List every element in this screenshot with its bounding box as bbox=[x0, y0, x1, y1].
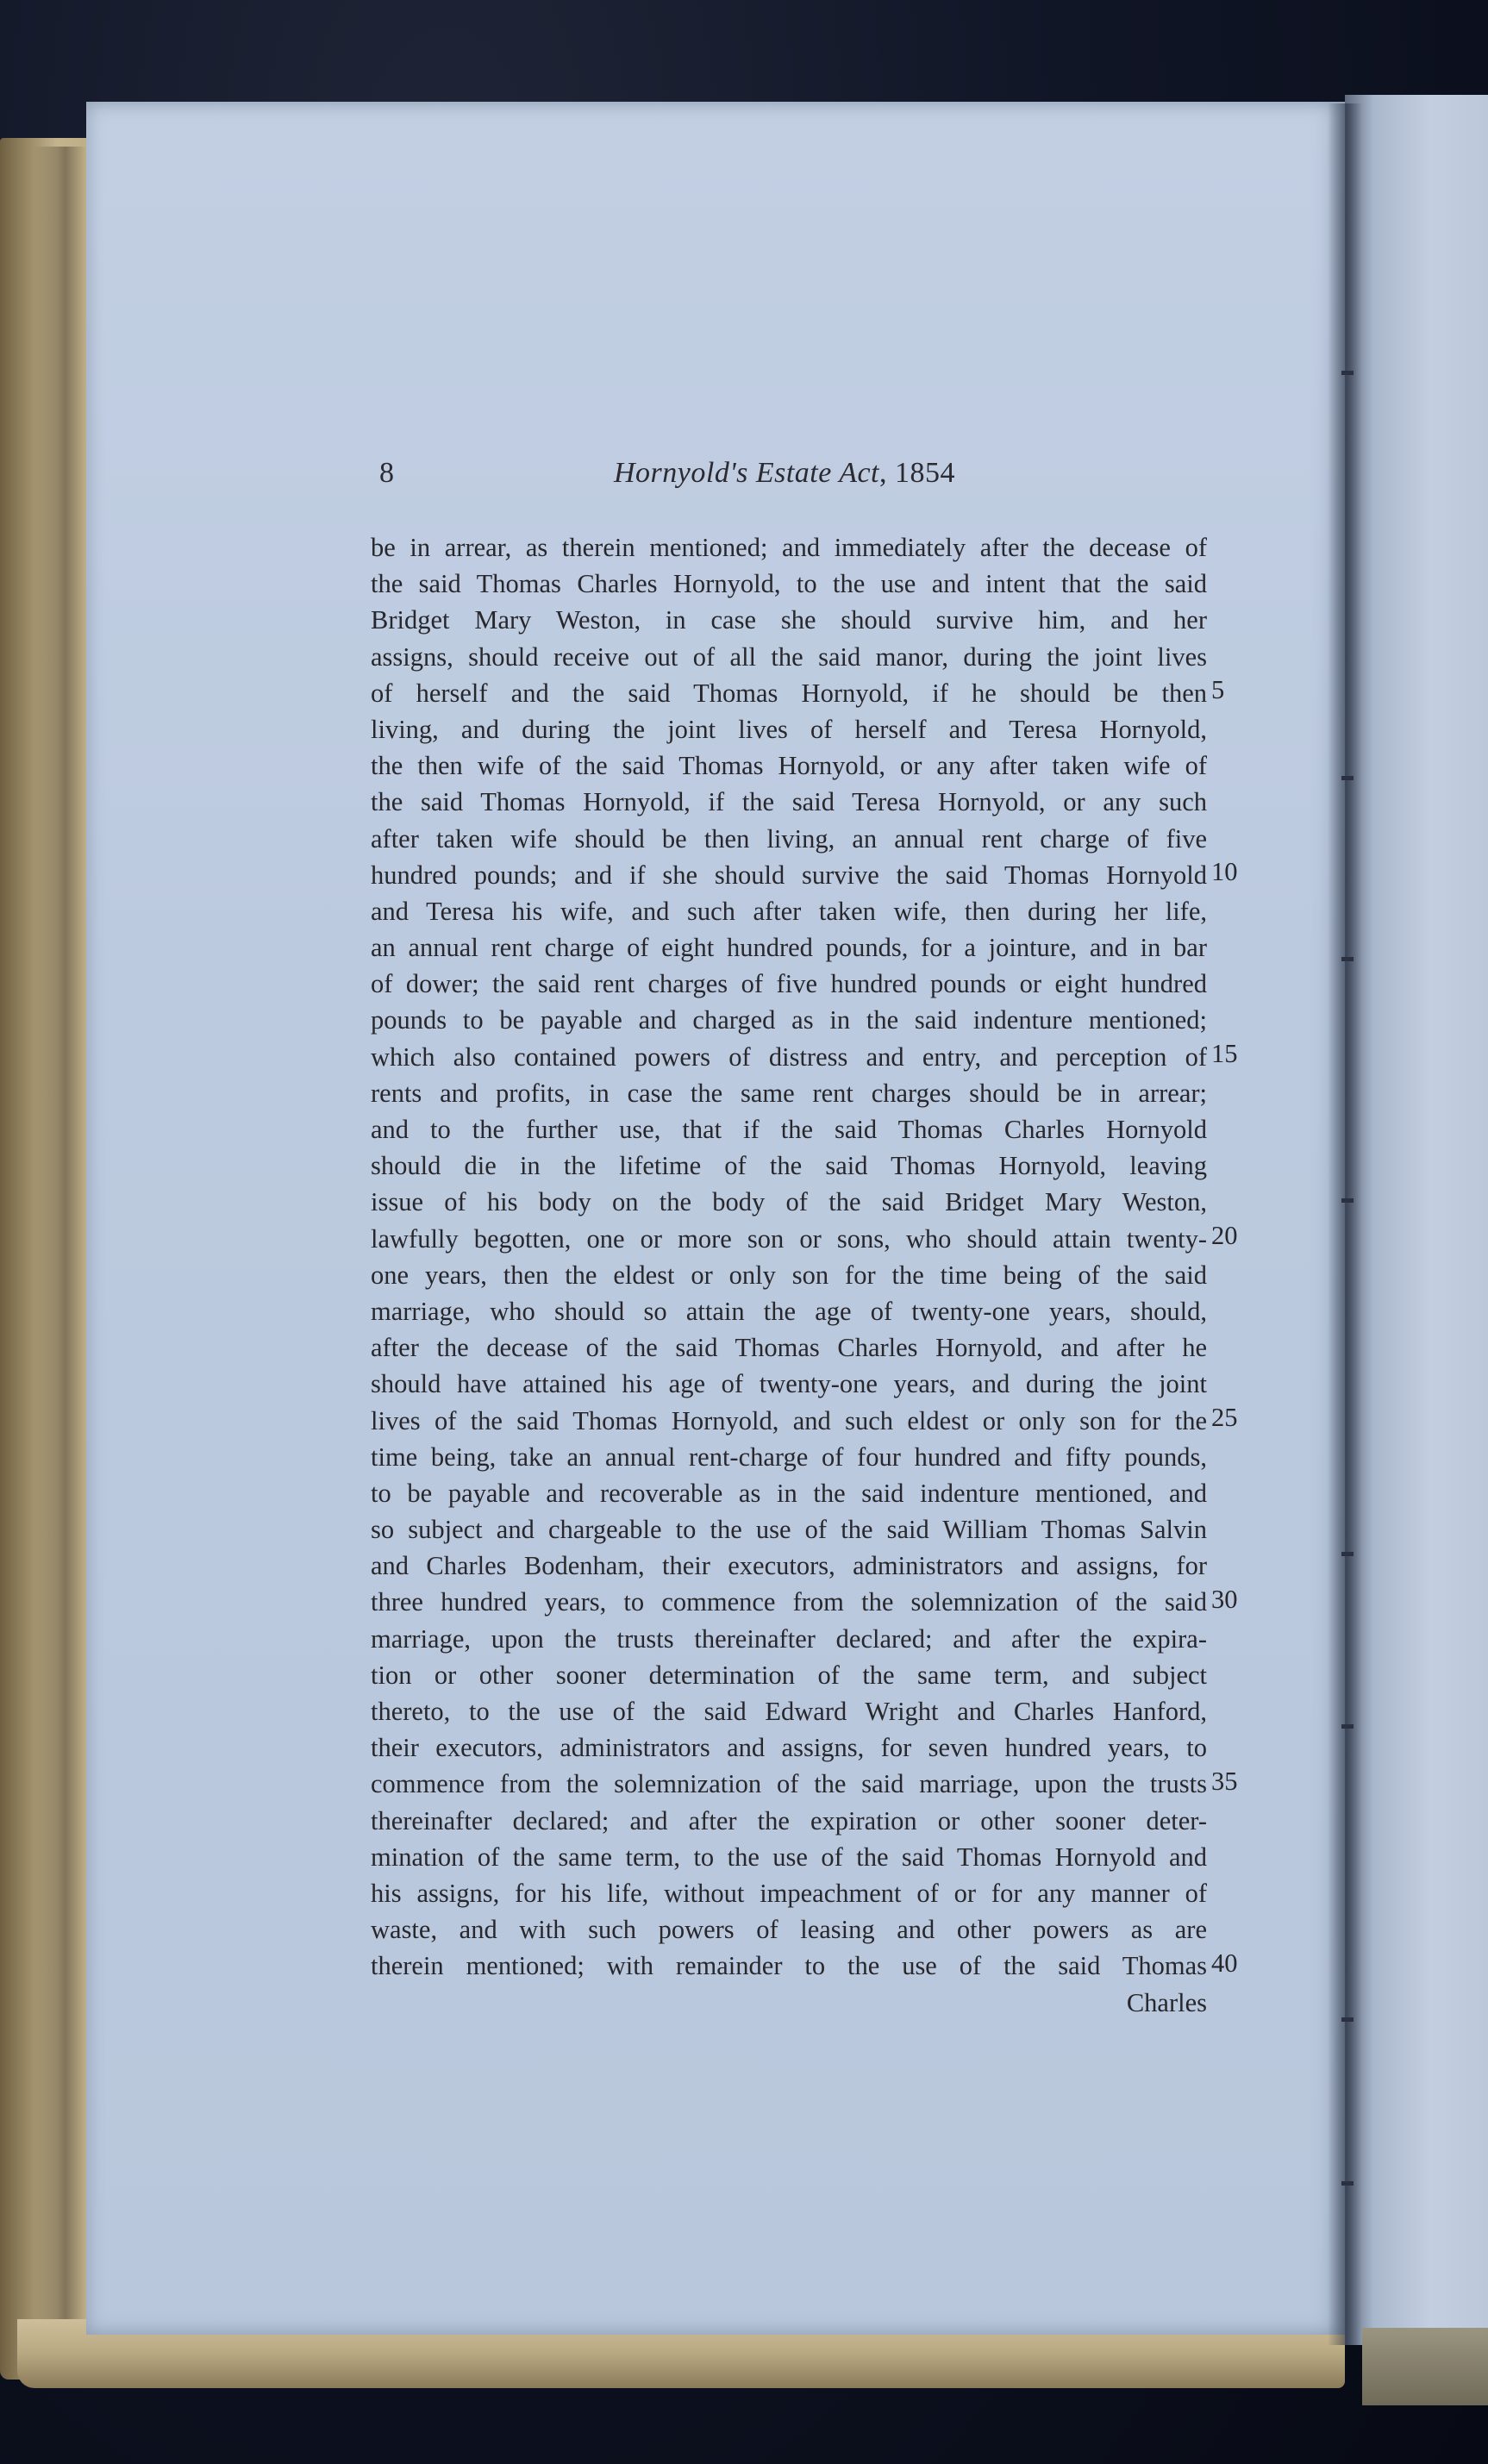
text-line: marriage, who should so attain the age of twenty-one years, should, bbox=[371, 1296, 1207, 1326]
text-line: rents and profits, in case the same rent charges should be in arrear; bbox=[371, 1078, 1207, 1108]
text-line: the then wife of the said Thomas Hornyold, or any after taken wife of bbox=[371, 751, 1207, 781]
text-line: should die in the lifetime of the said Thomas Hornyold, leaving bbox=[371, 1151, 1207, 1181]
page-number: 8 bbox=[379, 457, 394, 489]
text-line: mination of the same term, to the use of the said Thomas Hornyold and bbox=[371, 1842, 1207, 1872]
text-line: Bridget Mary Weston, in case she should survive him, and her bbox=[371, 605, 1207, 635]
text-line: after taken wife should be then living, an annual rent charge of five bbox=[371, 823, 1207, 854]
text-line: commence from the solemnization of the said marriage, upon the trusts bbox=[371, 1769, 1207, 1799]
binding-notch bbox=[1341, 1724, 1354, 1729]
text-line: to be payable and recoverable as in the said indenture mentioned, and bbox=[371, 1478, 1207, 1508]
page-gutter-shadow bbox=[1328, 103, 1362, 2345]
text-line: be in arrear, as therein mentioned; and immediately after the decease of bbox=[371, 533, 1207, 562]
line-number: 15 bbox=[1211, 1038, 1238, 1068]
text-line: waste, and with such powers of leasing and other powers as are bbox=[371, 1915, 1207, 1945]
text-line: and to the further use, that if the said Thomas Charles Hornyold bbox=[371, 1115, 1207, 1144]
text-line: of dower; the said rent charges of five hundred pounds or eight hundred bbox=[371, 969, 1207, 999]
text-line: pounds to be payable and charged as in the said indenture mentioned; bbox=[371, 1005, 1207, 1035]
text-line: and Charles Bodenham, their executors, administrators and assigns, for bbox=[371, 1551, 1207, 1581]
binding-notch bbox=[1341, 776, 1354, 780]
text-line: should have attained his age of twenty-one years, and during the joint bbox=[371, 1369, 1207, 1399]
left-page-shadow bbox=[34, 147, 86, 2371]
text-line: so subject and chargeable to the use of the said William Thomas Salvin bbox=[371, 1515, 1207, 1545]
text-line: which also contained powers of distress and entry, and perception of bbox=[371, 1041, 1207, 1072]
facing-page-edge bbox=[1362, 2328, 1488, 2405]
text-line: assigns, should receive out of all the said manor, during the joint lives bbox=[371, 641, 1207, 672]
text-line: after the decease of the said Thomas Charles Hornyold, and after he bbox=[371, 1333, 1207, 1363]
line-number: 25 bbox=[1211, 1402, 1238, 1432]
text-line: lawfully begotten, one or more son or sons, who should attain twenty- bbox=[371, 1223, 1207, 1254]
running-head: Hornyold's Estate Act, 1854 bbox=[614, 457, 955, 489]
text-line: lives of the said Thomas Hornyold, and such eldest or only son for the bbox=[371, 1405, 1207, 1435]
text-line: the said Thomas Charles Hornyold, to the use and intent that the said bbox=[371, 569, 1207, 599]
text-line: the said Thomas Hornyold, if the said Teresa Hornyold, or any such bbox=[371, 787, 1207, 817]
running-head-year: 1854 bbox=[895, 457, 955, 489]
line-number: 35 bbox=[1211, 1766, 1238, 1796]
text-line: marriage, upon the trusts thereinafter declared; and after the expira- bbox=[371, 1623, 1207, 1654]
running-head-title: Hornyold's Estate Act bbox=[614, 457, 879, 489]
text-line: of herself and the said Thomas Hornyold, if he should be then bbox=[371, 678, 1207, 708]
binding-notch bbox=[1341, 957, 1354, 961]
text-line: three hundred years, to commence from the solemnization of the said bbox=[371, 1587, 1207, 1617]
text-line: and Teresa his wife, and such after taken wife, then during her life, bbox=[371, 896, 1207, 926]
text-line: his assigns, for his life, without impeachment of or for any manner of bbox=[371, 1878, 1207, 1908]
text-line: one years, then the eldest or only son for the time being of the said bbox=[371, 1260, 1207, 1290]
line-number: 20 bbox=[1211, 1220, 1238, 1250]
text-line: thereto, to the use of the said Edward Wright and Charles Hanford, bbox=[371, 1697, 1207, 1726]
text-line: time being, take an annual rent-charge of four hundred and fifty pounds, bbox=[371, 1442, 1207, 1472]
binding-notch bbox=[1341, 2181, 1354, 2186]
line-number: 5 bbox=[1211, 674, 1225, 704]
binding-notch bbox=[1341, 2017, 1354, 2022]
text-line: an annual rent charge of eight hundred pounds, for a jointure, and in bar bbox=[371, 933, 1207, 963]
binding-notch bbox=[1341, 1552, 1354, 1556]
text-line: therein mentioned; with remainder to the use of the said Thomas bbox=[371, 1951, 1207, 1981]
facing-page bbox=[1345, 95, 1488, 2345]
text-line: their executors, administrators and assigns, for seven hundred years, to bbox=[371, 1733, 1207, 1763]
line-number: 40 bbox=[1211, 1948, 1238, 1978]
text-line: hundred pounds; and if she should survive the said Thomas Hornyold bbox=[371, 860, 1207, 890]
text-line: issue of his body on the body of the said Bridget Mary Weston, bbox=[371, 1187, 1207, 1217]
binding-notch bbox=[1341, 1198, 1354, 1203]
body-text bbox=[371, 529, 1207, 2021]
text-line: tion or other sooner determination of the same term, and subject bbox=[371, 1660, 1207, 1690]
line-number: 30 bbox=[1211, 1584, 1238, 1614]
text-line: Charles bbox=[1126, 1987, 1207, 2017]
binding-notch bbox=[1341, 371, 1354, 375]
text-line: living, and during the joint lives of herself and Teresa Hornyold, bbox=[371, 714, 1207, 744]
text-line: thereinafter declared; and after the expiration or other sooner deter- bbox=[371, 1805, 1207, 1835]
line-number: 10 bbox=[1211, 856, 1238, 886]
